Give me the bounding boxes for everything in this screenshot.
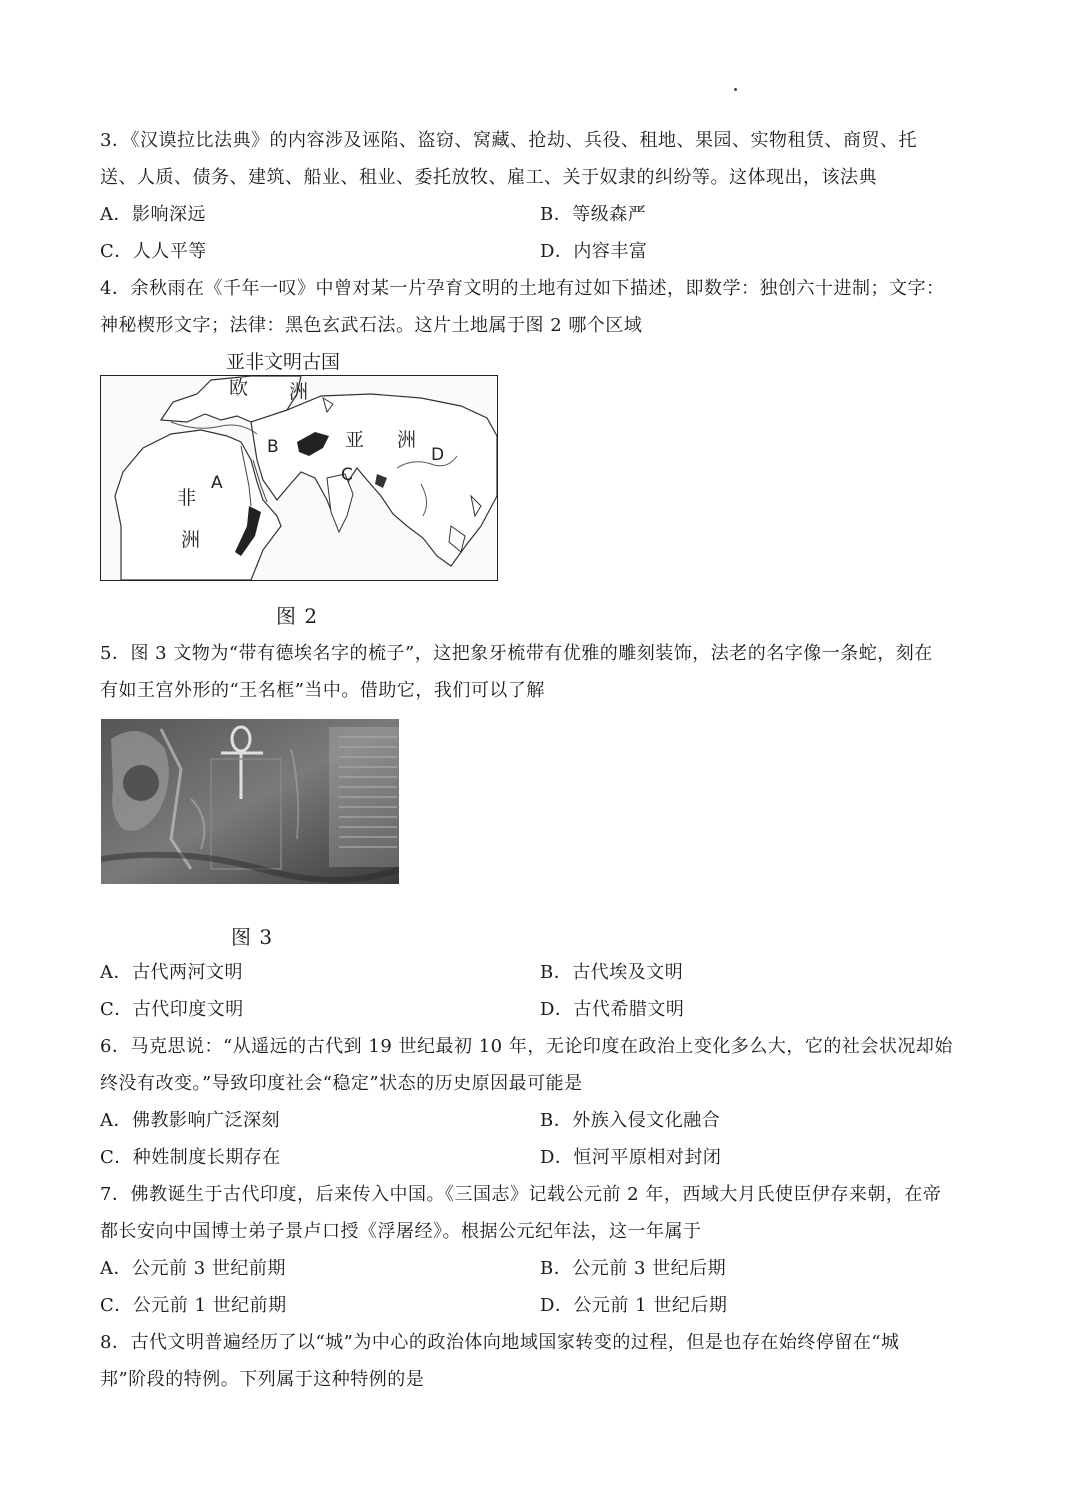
figure-3-caption: 图 3 — [231, 925, 274, 949]
map-label-asia-2: 洲 — [397, 429, 417, 451]
figure-2-map — [100, 375, 498, 581]
question-4-stem-line-1: 4．余秋雨在《千年一叹》中曾对某一片孕育文明的土地有过如下描述，即数学：独创六十进制；文字： — [100, 278, 945, 299]
question-5-option-b[interactable]: B．古代埃及文明 — [540, 962, 684, 983]
question-6-option-b[interactable]: B．外族入侵文化融合 — [540, 1110, 721, 1131]
map-label-africa-1: 非 — [177, 487, 197, 509]
map-label-asia-1: 亚 — [345, 429, 365, 451]
map-label-europe-1: 欧 — [229, 377, 249, 399]
question-5-option-d[interactable]: D．古代希腊文明 — [540, 999, 685, 1020]
map-label-a[interactable]: A — [211, 473, 223, 493]
map-label-c[interactable]: C — [341, 465, 353, 485]
question-5-stem-line-1: 5．图 3 文物为“带有德埃名字的梳子”，这把象牙梳带有优雅的雕刻装饰，法老的名字像一条蛇，刻在 — [100, 643, 933, 664]
question-6-stem-line-1: 6．马克思说：“从遥远的古代到 19 世纪最初 10 年，无论印度在政治上变化多么大，它的社会状况却始 — [100, 1036, 953, 1057]
question-4-stem-line-2: 神秘楔形文字；法律：黑色玄武石法。这片土地属于图 2 哪个区域 — [100, 315, 643, 336]
comb-image — [101, 719, 399, 884]
question-7-option-a[interactable]: A．公元前 3 世纪前期 — [100, 1258, 286, 1279]
page-mark — [734, 88, 737, 91]
question-5-option-c[interactable]: C．古代印度文明 — [100, 999, 244, 1020]
question-7-option-d[interactable]: D．公元前 1 世纪后期 — [540, 1295, 728, 1316]
question-6-stem-line-2: 终没有改变。”导致印度社会“稳定”状态的历史原因最可能是 — [100, 1073, 583, 1094]
question-6-option-d[interactable]: D．恒河平原相对封闭 — [540, 1147, 722, 1168]
map-label-africa-2: 洲 — [181, 529, 201, 551]
question-7-stem-line-1: 7．佛教诞生于古代印度，后来传入中国。《三国志》记载公元前 2 年，西域大月氏使臣伊存来朝，在帝 — [100, 1184, 942, 1205]
question-5-option-a[interactable]: A．古代两河文明 — [100, 962, 243, 983]
figure-2-caption: 图 2 — [276, 604, 319, 628]
map-drawing — [101, 376, 497, 580]
question-6-option-c[interactable]: C．种姓制度长期存在 — [100, 1147, 281, 1168]
map-label-europe-2: 洲 — [289, 381, 309, 403]
question-5-stem-line-2: 有如王宫外形的“王名框”当中。借助它，我们可以了解 — [100, 680, 545, 701]
question-7-stem-line-2: 都长安向中国博士弟子景卢口授《浮屠经》。根据公元纪年法，这一年属于 — [100, 1221, 702, 1242]
question-6-option-a[interactable]: A．佛教影响广泛深刻 — [100, 1110, 280, 1131]
question-8-stem-line-2: 邦”阶段的特例。下列属于这种特例的是 — [100, 1369, 425, 1390]
question-3-stem-line-2: 送、人质、债务、建筑、船业、租业、委托放牧、雇工、关于奴隶的纠纷等。这体现出，该法典 — [100, 167, 877, 188]
map-label-d[interactable]: D — [431, 445, 445, 465]
question-3-option-d[interactable]: D．内容丰富 — [540, 241, 648, 262]
question-3-option-c[interactable]: C．人人平等 — [100, 241, 207, 262]
question-8-stem-line-1: 8．古代文明普遍经历了以“城”为中心的政治体向地域国家转变的过程，但是也存在始终停留在“城 — [100, 1332, 900, 1353]
map-label-b[interactable]: B — [267, 437, 279, 457]
question-7-option-b[interactable]: B．公元前 3 世纪后期 — [540, 1258, 727, 1279]
question-3-option-b[interactable]: B．等级森严 — [540, 204, 647, 225]
question-7-option-c[interactable]: C．公元前 1 世纪前期 — [100, 1295, 287, 1316]
figure-3-comb-photo — [101, 719, 399, 884]
question-3-stem-line-1: 3．《汉谟拉比法典》的内容涉及诬陷、盗窃、窝藏、抢劫、兵役、租地、果园、实物租赁、商贸、托 — [100, 130, 917, 151]
question-3-option-a[interactable]: A．影响深远 — [100, 204, 206, 225]
map-title: 亚非文明古国 — [226, 351, 341, 373]
